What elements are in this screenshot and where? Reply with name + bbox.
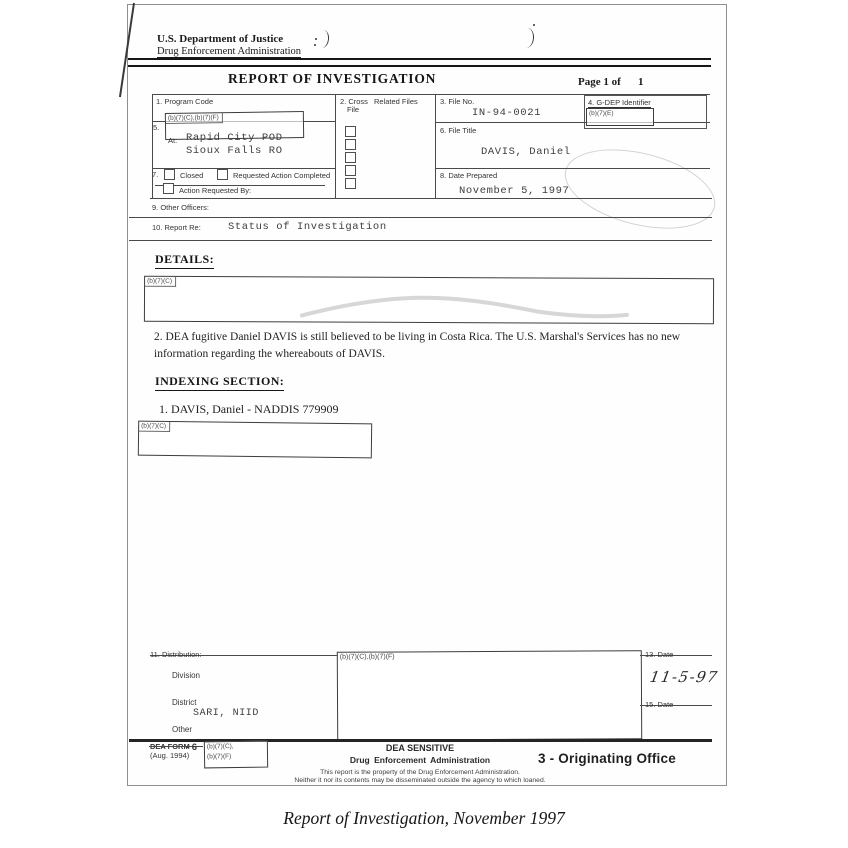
redaction-code: (b)(7)(C) (145, 277, 176, 287)
notice-line2: Neither it nor its contents may be disseminated outside the agency to which loaned. (294, 777, 546, 784)
redaction-code: (b)(7)(C) (139, 422, 170, 433)
form-line (435, 168, 710, 169)
field-3-value: IN-94-0021 (472, 107, 542, 119)
closed-checkbox (164, 169, 175, 180)
field-9-label: 9. Other Officers: (152, 203, 209, 212)
redaction-box-indexing (138, 421, 372, 459)
indexing-heading: INDEXING SECTION: (155, 374, 284, 391)
redaction-code: (b)(7)(E) (589, 110, 614, 117)
district-label: District (172, 698, 197, 707)
redaction-code: (b)(7)(C), (206, 743, 234, 751)
scan-mark-icon (314, 44, 316, 46)
field-10-label: 10. Report Re: (152, 223, 201, 232)
redaction-code: (b)(7)(C),(b)(7)(F) (339, 653, 395, 661)
form-line (152, 168, 335, 169)
scan-mark-icon (533, 24, 535, 26)
field-4-label: 4. G-DEP Identifier (588, 98, 651, 107)
requested-action-checkbox (217, 169, 228, 180)
field-7-prefix: 7. (152, 170, 159, 179)
details-paragraph: 2. DEA fugitive Daniel DAVIS is still believed to be living in Costa Rica. The U.S. Marshal's Services has no new information regarding the whereabouts of DAVIS. (154, 331, 681, 361)
form-line (152, 94, 153, 198)
field-6-label: 6. File Title (440, 126, 477, 135)
other-label: Other (172, 725, 193, 734)
field-5-prefix: 5. (153, 123, 160, 132)
cross-file-checkbox (345, 152, 356, 163)
form-line (129, 217, 712, 218)
scan-mark-icon (315, 38, 317, 40)
field-5-value-line1: Rapid City POD (186, 132, 283, 144)
page-number-value: 1 (638, 76, 644, 88)
form-number: - 6 (186, 742, 198, 753)
scan-smudge (147, 277, 707, 321)
redaction-box-signature (337, 650, 642, 741)
redaction-box-gdep (586, 108, 654, 126)
form-line (129, 240, 712, 241)
closed-label: Closed (180, 171, 204, 180)
redaction-code: (b)(7)(C),(b)(7)(F) (166, 113, 223, 124)
field-5-value-line2: Sioux Falls RO (186, 145, 283, 157)
form-line (335, 94, 336, 198)
footer-agency: Drug Enforcement Administration (349, 755, 491, 765)
field-3-label: 3. File No. (440, 97, 475, 106)
redaction-box-form (204, 741, 268, 769)
cross-file-checkbox (345, 126, 356, 137)
field-2-label-line2: File (347, 105, 360, 114)
field-15-label: 15. Date (645, 700, 674, 709)
notice-line1: This report is the property of the Drug Enforcement Administration. (320, 769, 520, 776)
field-2-label-line1: 2. Cross (340, 97, 368, 106)
field-8-value: November 5, 1997 (459, 185, 570, 197)
related-files-label: Related Files (374, 97, 418, 106)
gdep-box (584, 95, 707, 129)
field-8-label: 8. Date Prepared (440, 171, 498, 180)
form-line (150, 198, 712, 199)
action-requested-checkbox (163, 183, 174, 194)
district-value: SARI, NIID (193, 708, 260, 719)
form-date: (Aug. 1994) (150, 751, 190, 760)
cross-file-checkbox (345, 165, 356, 176)
field-13-label: 13. Date (645, 650, 674, 659)
header-rule (128, 58, 711, 67)
field-5-at-label: At: (168, 136, 178, 145)
sensitivity-label: DEA SENSITIVE (385, 743, 455, 753)
details-heading: DETAILS: (155, 252, 214, 269)
indexing-item: 1. DAVIS, Daniel - NADDIS 779909 (159, 402, 339, 416)
action-requested-label: Action Requested By: (179, 186, 252, 195)
field-1-label: 1. Program Code (156, 97, 214, 106)
form-line (435, 94, 436, 198)
agency-name: U.S. Department of Justice (157, 33, 284, 45)
cross-file-checkbox (345, 178, 356, 189)
handwritten-date: 11-5-97 (648, 668, 720, 686)
page-number-label: Page 1 of (578, 76, 621, 88)
agency-division: Drug Enforcement Administration (157, 46, 302, 57)
requested-action-label: Requested Action Completed (233, 171, 331, 180)
cross-file-checkbox (345, 139, 356, 150)
redaction-code: (b)(7)(F) (206, 753, 232, 761)
field-6-value: DAVIS, Daniel (481, 146, 571, 158)
copy-designation: 3 - Originating Office (538, 751, 676, 766)
field-10-value: Status of Investigation (228, 221, 387, 233)
redaction-box-details (144, 276, 714, 324)
field-11-label: 11. Distribution: (150, 650, 202, 659)
figure-caption: Report of Investigation, November 1997 (283, 808, 565, 828)
report-title: REPORT OF INVESTIGATION (228, 71, 437, 86)
division-label: Division (172, 671, 201, 680)
